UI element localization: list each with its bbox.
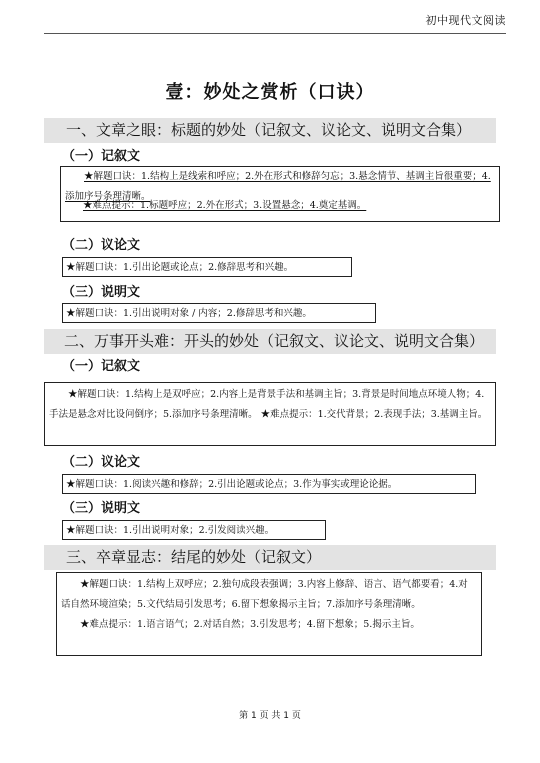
formula-box-title-argumentative — [62, 257, 352, 277]
section-heading-opening: 二、万事开头难：开头的妙处（记叙文、议论文、说明文合集） — [44, 329, 496, 354]
formula-text: ★解题口诀：1.引出说明对象 / 内容；2.修辞思考和兴趣。 — [66, 308, 312, 319]
section-heading-ending: 三、卒章显志：结尾的妙处（记叙文） — [44, 545, 496, 570]
header-rule — [44, 33, 506, 34]
subheading-expository: （三）说明文 — [62, 501, 141, 516]
hint-text: ★难点提示：1.标题呼应；2.外在形式；3.设置悬念；4.奠定基调。 — [83, 200, 367, 211]
section-heading-title: 一、文章之眼：标题的妙处（记叙文、议论文、说明文合集） — [44, 118, 496, 143]
hint-text: ★难点提示：1.语言语气；2.对话自然；3.引发思考；4.留下想象；5.揭示主旨。 — [80, 619, 420, 630]
subheading-argumentative: （二）议论文 — [62, 238, 141, 253]
formula-text: ★解题口诀：1.引出说明对象；2.引发阅读兴趣。 — [66, 525, 275, 536]
subheading-narrative: （一）记叙文 — [62, 359, 141, 374]
hint-box-title-narrative — [60, 196, 500, 222]
formula-box-opening-argumentative — [62, 474, 476, 494]
page-title: 壹：妙处之赏析（口诀） — [165, 82, 375, 103]
formula-text: ★解题口诀：1.引出论题或论点；2.修辞思考和兴趣。 — [66, 262, 294, 273]
formula-box-title-expository — [62, 303, 376, 323]
subheading-narrative: （一）记叙文 — [62, 149, 141, 164]
formula-text: ★解题口诀：1.结构上双呼应；2.独句成段表强调；3.内容上修辞、语言、语气都要看；4.对话自然环境渲染；5.文代结局引发思考；6.留下想象揭示主旨；7.添加序号条理清晰。 — [61, 579, 468, 610]
formula-box-opening-narrative — [44, 382, 496, 446]
formula-text: ★解题口诀：1.阅读兴趣和修辞；2.引出论题或论点；3.作为事实或理论论据。 — [66, 479, 398, 490]
subheading-argumentative: （二）议论文 — [62, 455, 141, 470]
formula-text: ★解题口诀：1.结构上是线索和呼应；2.外在形式和修辞匀忘；3.悬念情节、基调主旨很重要；4.添加序号条理清晰。 — [65, 171, 491, 202]
formula-box-opening-expository — [62, 520, 326, 540]
formula-text: ★解题口诀：1.结构上是双呼应；2.内容上是背景手法和基调主旨；3.背景是时间地点环境人物；4.手法是悬念对比设问倒序；5.添加序号条理清晰。 ★难点提示：1.交代背景；2.表现手法；3.基调主旨。 — [49, 389, 488, 420]
subheading-expository: （三）说明文 — [62, 285, 141, 300]
page-footer: 第 1 页 共 1 页 — [239, 711, 301, 721]
formula-box-ending — [56, 572, 482, 656]
running-header: 初中现代文阅读 — [425, 14, 506, 27]
